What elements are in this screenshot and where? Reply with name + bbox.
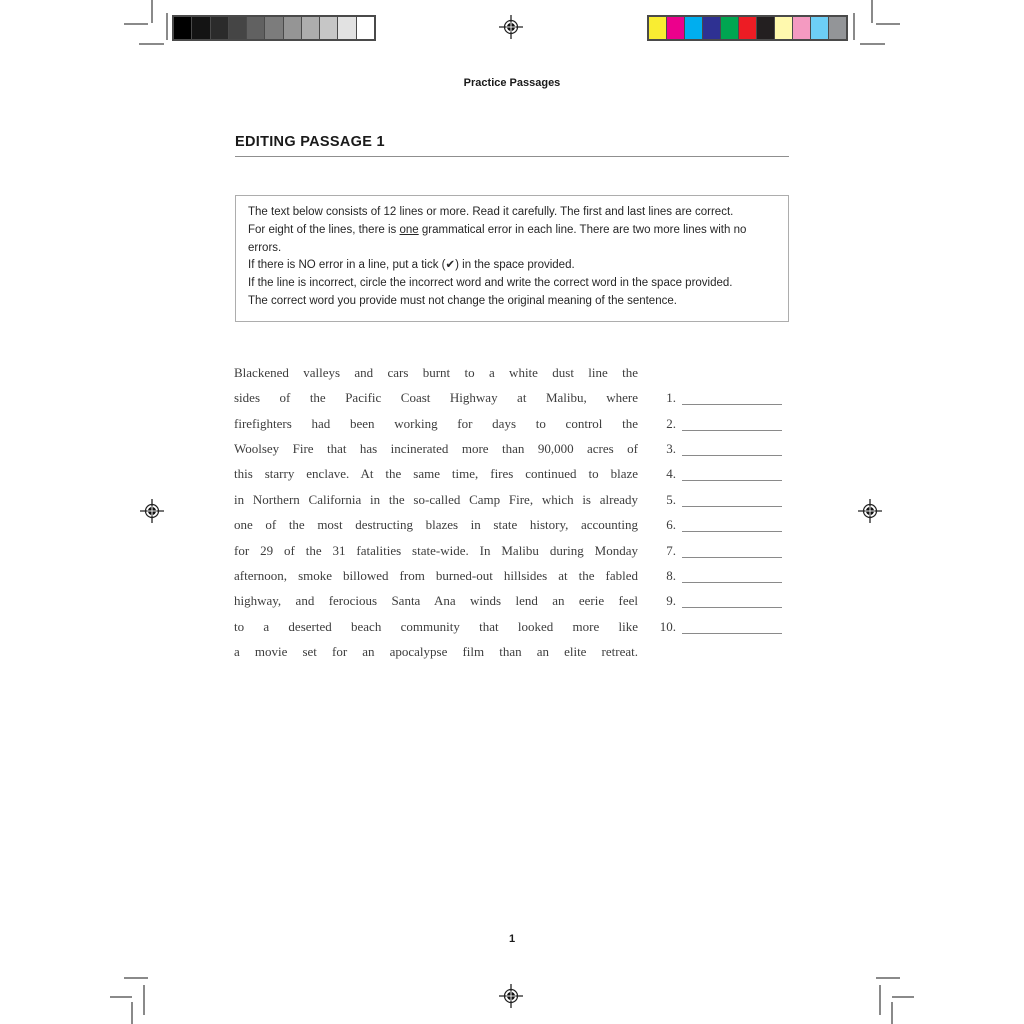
- grayscale-swatch: [302, 17, 319, 39]
- instruction-text: The correct word you provide must not change the original meaning of the sentence.: [248, 294, 677, 307]
- instruction-line: [248, 275, 776, 293]
- answer-number: 10.: [659, 618, 676, 634]
- instructions-box: [235, 195, 789, 322]
- crop-mark: [143, 985, 145, 1015]
- answer-blank-line: [682, 454, 782, 456]
- instruction-text: If the line is incorrect, circle the incorrect word and write the correct word in the space provided.: [248, 277, 733, 290]
- answer-number: 9.: [666, 593, 676, 609]
- instruction-text: If there is NO error in a line, put a tick (✔) in the space provided.: [248, 259, 575, 272]
- running-header: Practice Passages: [463, 77, 561, 89]
- answer-blank-line: [682, 606, 782, 608]
- color-swatch: [739, 17, 756, 39]
- instruction-line: [248, 240, 776, 258]
- instructions-text: [248, 204, 776, 311]
- answer-row: [648, 436, 784, 461]
- instruction-line: [248, 293, 776, 311]
- crop-mark: [876, 23, 900, 25]
- answer-number: 5.: [666, 491, 676, 507]
- answer-row: [648, 563, 784, 588]
- crop-mark: [139, 43, 164, 45]
- grayscale-swatch: [338, 17, 355, 39]
- answer-row: [648, 639, 784, 664]
- color-calibration-bar: [647, 15, 848, 41]
- crop-mark: [124, 977, 148, 979]
- answer-row: [648, 614, 784, 639]
- passage-text: [234, 360, 638, 664]
- instruction-line: [248, 222, 776, 240]
- page-number: 1: [508, 933, 516, 945]
- grayscale-swatch: [211, 17, 228, 39]
- crop-mark: [871, 0, 873, 23]
- color-swatch: [667, 17, 684, 39]
- answer-blank-line: [682, 479, 782, 481]
- crop-mark: [131, 1002, 133, 1024]
- answer-blank-line: [682, 429, 782, 431]
- instruction-text: For eight of the lines, there is: [248, 223, 400, 236]
- color-swatch: [685, 17, 702, 39]
- color-swatch: [811, 17, 828, 39]
- registration-mark-icon: [499, 15, 523, 39]
- passage-line: to a deserted beach community that looked more like: [234, 618, 638, 634]
- title-rule: [235, 156, 789, 157]
- passage-line: a movie set for an apocalypse film than an elite retreat.: [234, 643, 638, 659]
- answer-blank-line: [682, 556, 782, 558]
- bar-tick-mark: [853, 13, 855, 40]
- instruction-text: The text below consists of 12 lines or more. Read it carefully. The first and last lines are correct.: [248, 206, 734, 218]
- color-swatch: [703, 17, 720, 39]
- answer-row: [648, 411, 784, 436]
- passage-line: sides of the Pacific Coast Highway at Malibu, where: [234, 390, 638, 406]
- color-swatch: [775, 17, 792, 39]
- answer-number: 6.: [666, 517, 676, 533]
- registration-mark-icon: [499, 984, 523, 1008]
- bar-tick-mark: [166, 13, 168, 40]
- passage-line: one of the most destructing blazes in state history, accounting: [234, 517, 638, 533]
- grayscale-swatch: [320, 17, 337, 39]
- grayscale-swatch: [265, 17, 282, 39]
- answer-number: 7.: [666, 542, 676, 558]
- grayscale-swatch: [284, 17, 301, 39]
- crop-mark: [879, 985, 881, 1015]
- crop-mark: [110, 996, 132, 998]
- crop-mark: [124, 23, 148, 25]
- answer-row: [648, 538, 784, 563]
- passage-line: firefighters had been working for days to control the: [234, 415, 638, 431]
- instruction-line: [248, 204, 776, 222]
- crop-mark: [876, 977, 900, 979]
- answer-row: [648, 512, 784, 537]
- grayscale-swatch: [229, 17, 246, 39]
- page-title: EDITING PASSAGE 1: [235, 134, 385, 150]
- answer-number: 1.: [666, 390, 676, 406]
- passage-line: afternoon, smoke billowed from burned-out hillsides at the fabled: [234, 567, 638, 583]
- passage-line: highway, and ferocious Santa Ana winds lend an eerie feel: [234, 593, 638, 609]
- answer-blank-line: [682, 632, 782, 634]
- color-swatch: [793, 17, 810, 39]
- answer-row: [648, 385, 784, 410]
- answer-number: 2.: [666, 415, 676, 431]
- answer-number: 4.: [666, 466, 676, 482]
- passage-line: this starry enclave. At the same time, fires continued to blaze: [234, 466, 638, 482]
- answer-number: 3.: [666, 441, 676, 457]
- grayscale-swatch: [357, 17, 374, 39]
- passage-line: Woolsey Fire that has incinerated more than 90,000 acres of: [234, 441, 638, 457]
- grayscale-swatch: [192, 17, 209, 39]
- answer-row: [648, 588, 784, 613]
- grayscale-calibration-bar: [172, 15, 376, 41]
- instruction-text: errors.: [248, 241, 282, 254]
- registration-mark-icon: [858, 499, 882, 523]
- answer-row: [648, 461, 784, 486]
- crop-mark: [860, 43, 885, 45]
- instruction-text: one: [399, 223, 419, 236]
- answer-blank-line: [682, 581, 782, 583]
- instruction-text: grammatical error in each line. There are two more lines with no: [418, 223, 747, 236]
- answer-blank-line: [682, 505, 782, 507]
- crop-mark: [151, 0, 153, 23]
- answer-blank-line: [682, 403, 782, 405]
- answer-blank-line: [682, 530, 782, 532]
- answer-row: [648, 487, 784, 512]
- answer-lines: [648, 360, 784, 664]
- answer-row: [648, 360, 784, 385]
- color-swatch: [757, 17, 774, 39]
- color-swatch: [829, 17, 846, 39]
- registration-mark-icon: [140, 499, 164, 523]
- answer-number: 8.: [666, 567, 676, 583]
- passage-line: in Northern California in the so-called Camp Fire, which is already: [234, 491, 638, 507]
- crop-mark: [892, 996, 914, 998]
- grayscale-swatch: [247, 17, 264, 39]
- passage-line: Blackened valleys and cars burnt to a white dust line the: [234, 365, 638, 380]
- crop-mark: [891, 1002, 893, 1024]
- instruction-line: [248, 257, 776, 275]
- color-swatch: [649, 17, 666, 39]
- color-swatch: [721, 17, 738, 39]
- grayscale-swatch: [174, 17, 191, 39]
- passage-line: for 29 of the 31 fatalities state-wide. In Malibu during Monday: [234, 542, 638, 558]
